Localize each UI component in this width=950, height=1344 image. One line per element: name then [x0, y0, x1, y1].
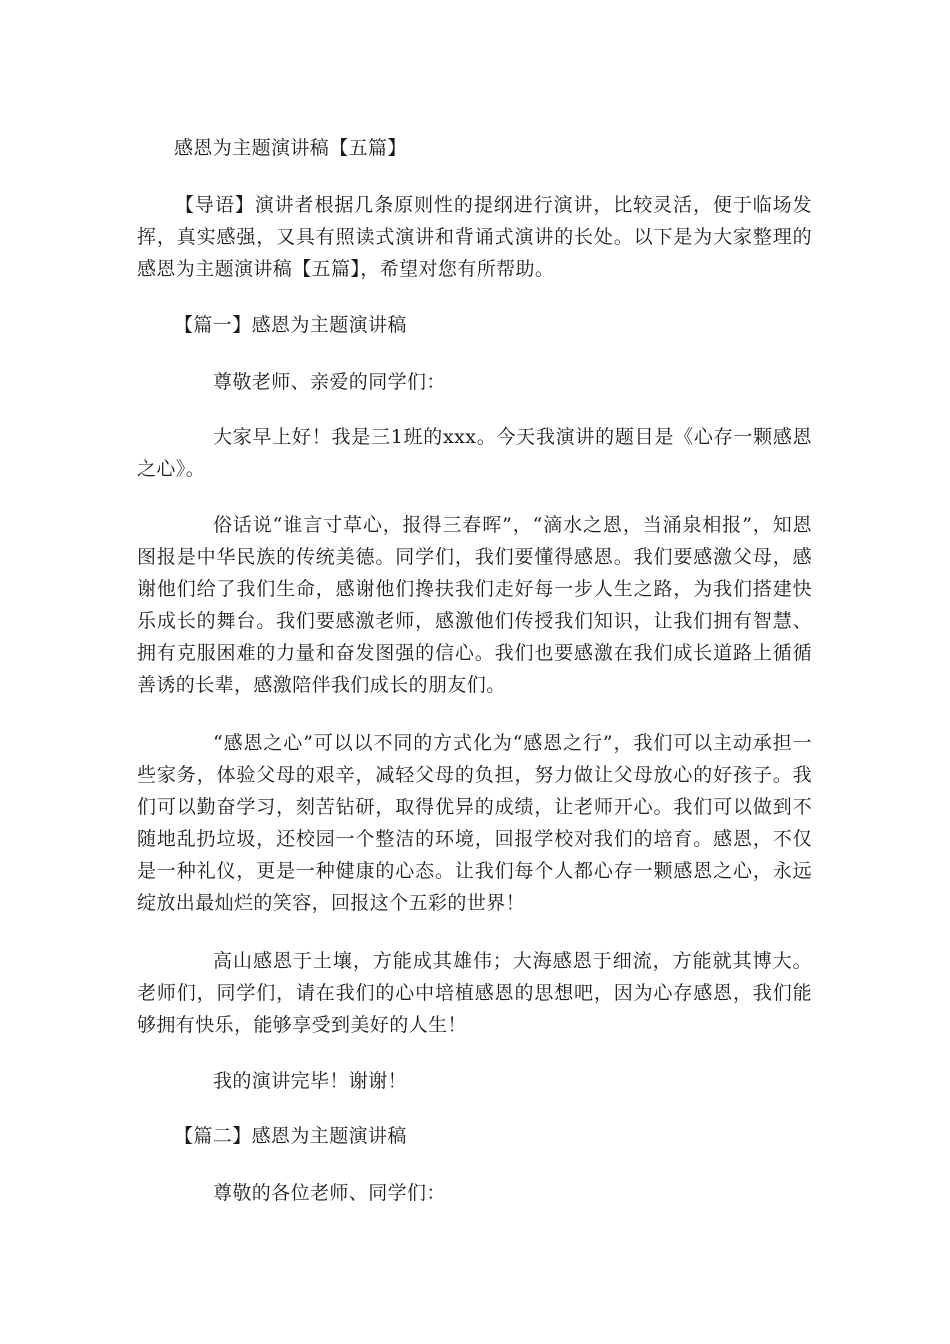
document-title: 感恩为主题演讲稿【五篇】 [174, 137, 407, 159]
paragraph-opening: 大家早上好！我是三1班的xxx。今天我演讲的题目是《心存一颗感恩之心》。 [137, 426, 812, 480]
intro-paragraph: 【导语】演讲者根据几条原则性的提纲进行演讲，比较灵活，便于临场发挥，真实感强，又具有照读式演讲和背诵式演讲的长处。以下是为大家整理的感恩为主题演讲稿【五篇】，希望对您有所帮助。 [137, 194, 812, 280]
section-heading-1: 【篇一】感恩为主题演讲稿 [174, 314, 407, 336]
paragraph-conclusion: 高山感恩于土壤，方能成其雄伟；大海感恩于细流，方能就其博大。老师们，同学们，请在我们的心中培植感恩的思想吧，因为心存感恩，我们能够拥有快乐，能够享受到美好的人生！ [137, 950, 812, 1036]
section-heading-2: 【篇二】感恩为主题演讲稿 [174, 1125, 407, 1147]
greeting-2: 尊敬的各位老师、同学们： [213, 1182, 446, 1204]
greeting-1: 尊敬老师、亲爱的同学们： [213, 371, 446, 393]
paragraph-gratitude-action: “感恩之心”可以以不同的方式化为“感恩之行”，我们可以主动承担一些家务，体验父母的艰辛，减轻父母的负担，努力做让父母放心的好孩子。我们可以勤奋学习，刻苦钻研，取得优异的成绩，让老师开心。我们可以做到不随地乱扔垃圾，还校园一个整洁的环境，回报学校对我们的培育。感恩，不仅是一种礼仪，更是一种健康的心态。让我们每个人都心存一颗感恩之心，永远绽放出最灿烂的笑容，回报这个五彩的世界！ [137, 732, 812, 914]
paragraph-gratitude: 俗话说“谁言寸草心，报得三春晖”，“滴水之恩，当涌泉相报”，知恩图报是中华民族的传统美德。同学们，我们要懂得感恩。我们要感激父母，感谢他们给了我们生命，感谢他们搀扶我们走好每一步人生之路，为我们搭建快乐成长的舞台。我们要感激老师，感激他们传授我们知识，让我们拥有智慧、拥有克服困难的力量和奋发图强的信心。我们也要感激在我们成长道路上循循善诱的长辈，感激陪伴我们成长的朋友们。 [137, 514, 812, 696]
closing-line-1: 我的演讲完毕！谢谢！ [213, 1070, 408, 1092]
